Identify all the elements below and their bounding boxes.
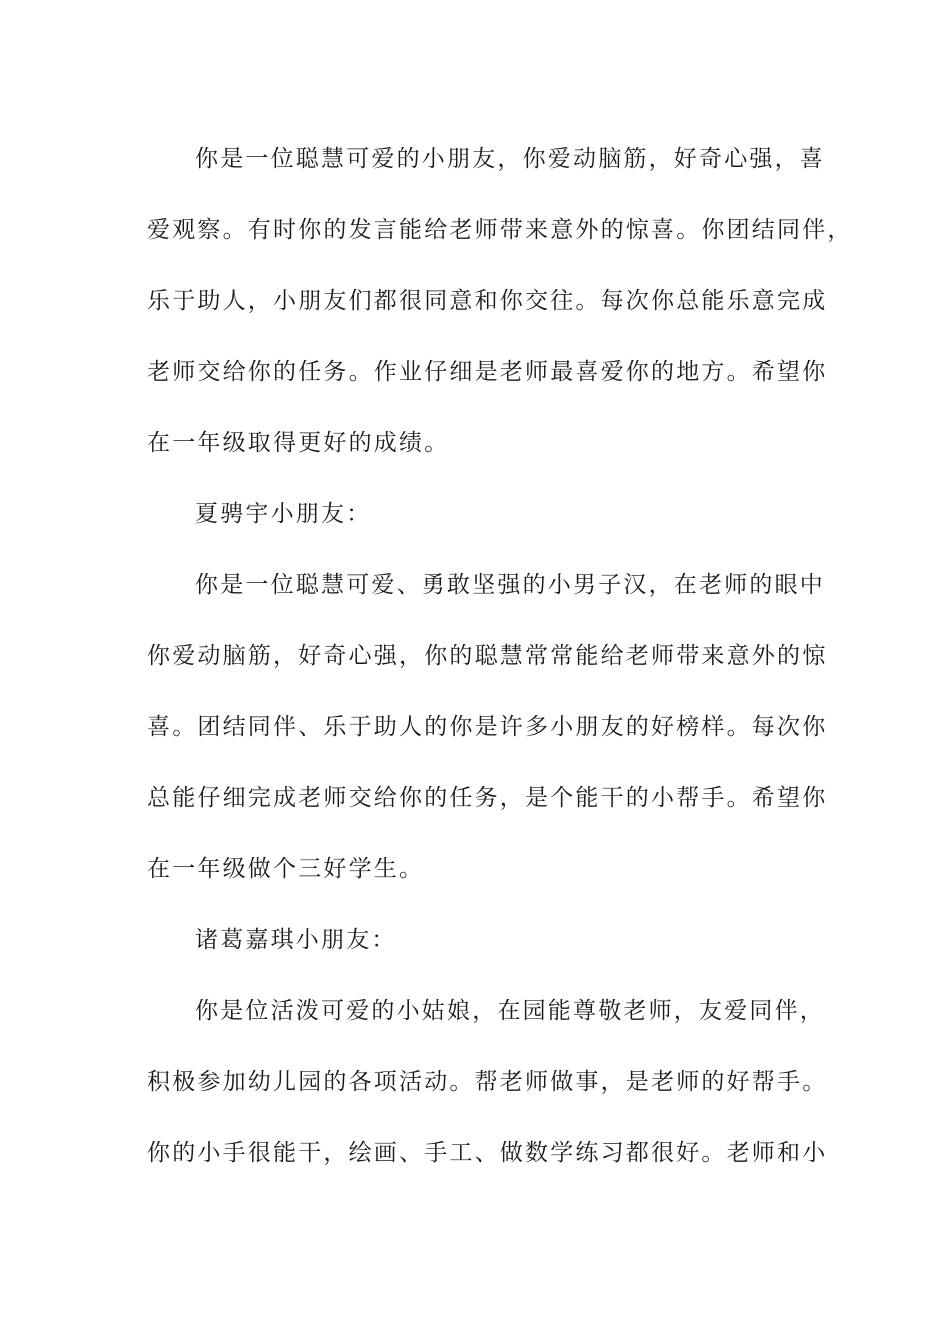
text-line: 爱观察。有时你的发言能给老师带来意外的惊喜。你团结同伴，	[147, 217, 853, 243]
text-line: 你是一位聪慧可爱、勇敢坚强的小男子汉，在老师的眼中	[195, 572, 825, 598]
section-heading: 夏骋宇小朋友：	[195, 501, 372, 527]
text-line: 总能仔细完成老师交给你的任务，是个能干的小帮手。希望你	[147, 785, 828, 811]
text-line: 乐于助人，小朋友们都很同意和你交往。每次你总能乐意完成	[147, 288, 828, 314]
text-line: 在一年级做个三好学生。	[147, 856, 425, 882]
text-line: 你是位活泼可爱的小姑娘，在园能尊敬老师，友爱同伴，	[195, 998, 825, 1024]
text-line: 你的小手很能干，绘画、手工、做数学练习都很好。老师和小	[147, 1140, 828, 1166]
text-line: 你爱动脑筋，好奇心强，你的聪慧常常能给老师带来意外的惊	[147, 643, 828, 669]
text-line: 喜。团结同伴、乐于助人的你是许多小朋友的好榜样。每次你	[147, 714, 828, 740]
text-line: 在一年级取得更好的成绩。	[147, 430, 450, 456]
section-heading: 诸葛嘉琪小朋友：	[195, 927, 397, 953]
text-line: 老师交给你的任务。作业仔细是老师最喜爱你的地方。希望你	[147, 359, 828, 385]
document-body	[147, 124, 853, 1189]
text-line: 积极参加幼儿园的各项活动。帮老师做事，是老师的好帮手。	[147, 1069, 828, 1095]
text-line: 你是一位聪慧可爱的小朋友，你爱动脑筋，好奇心强，喜	[195, 146, 825, 172]
